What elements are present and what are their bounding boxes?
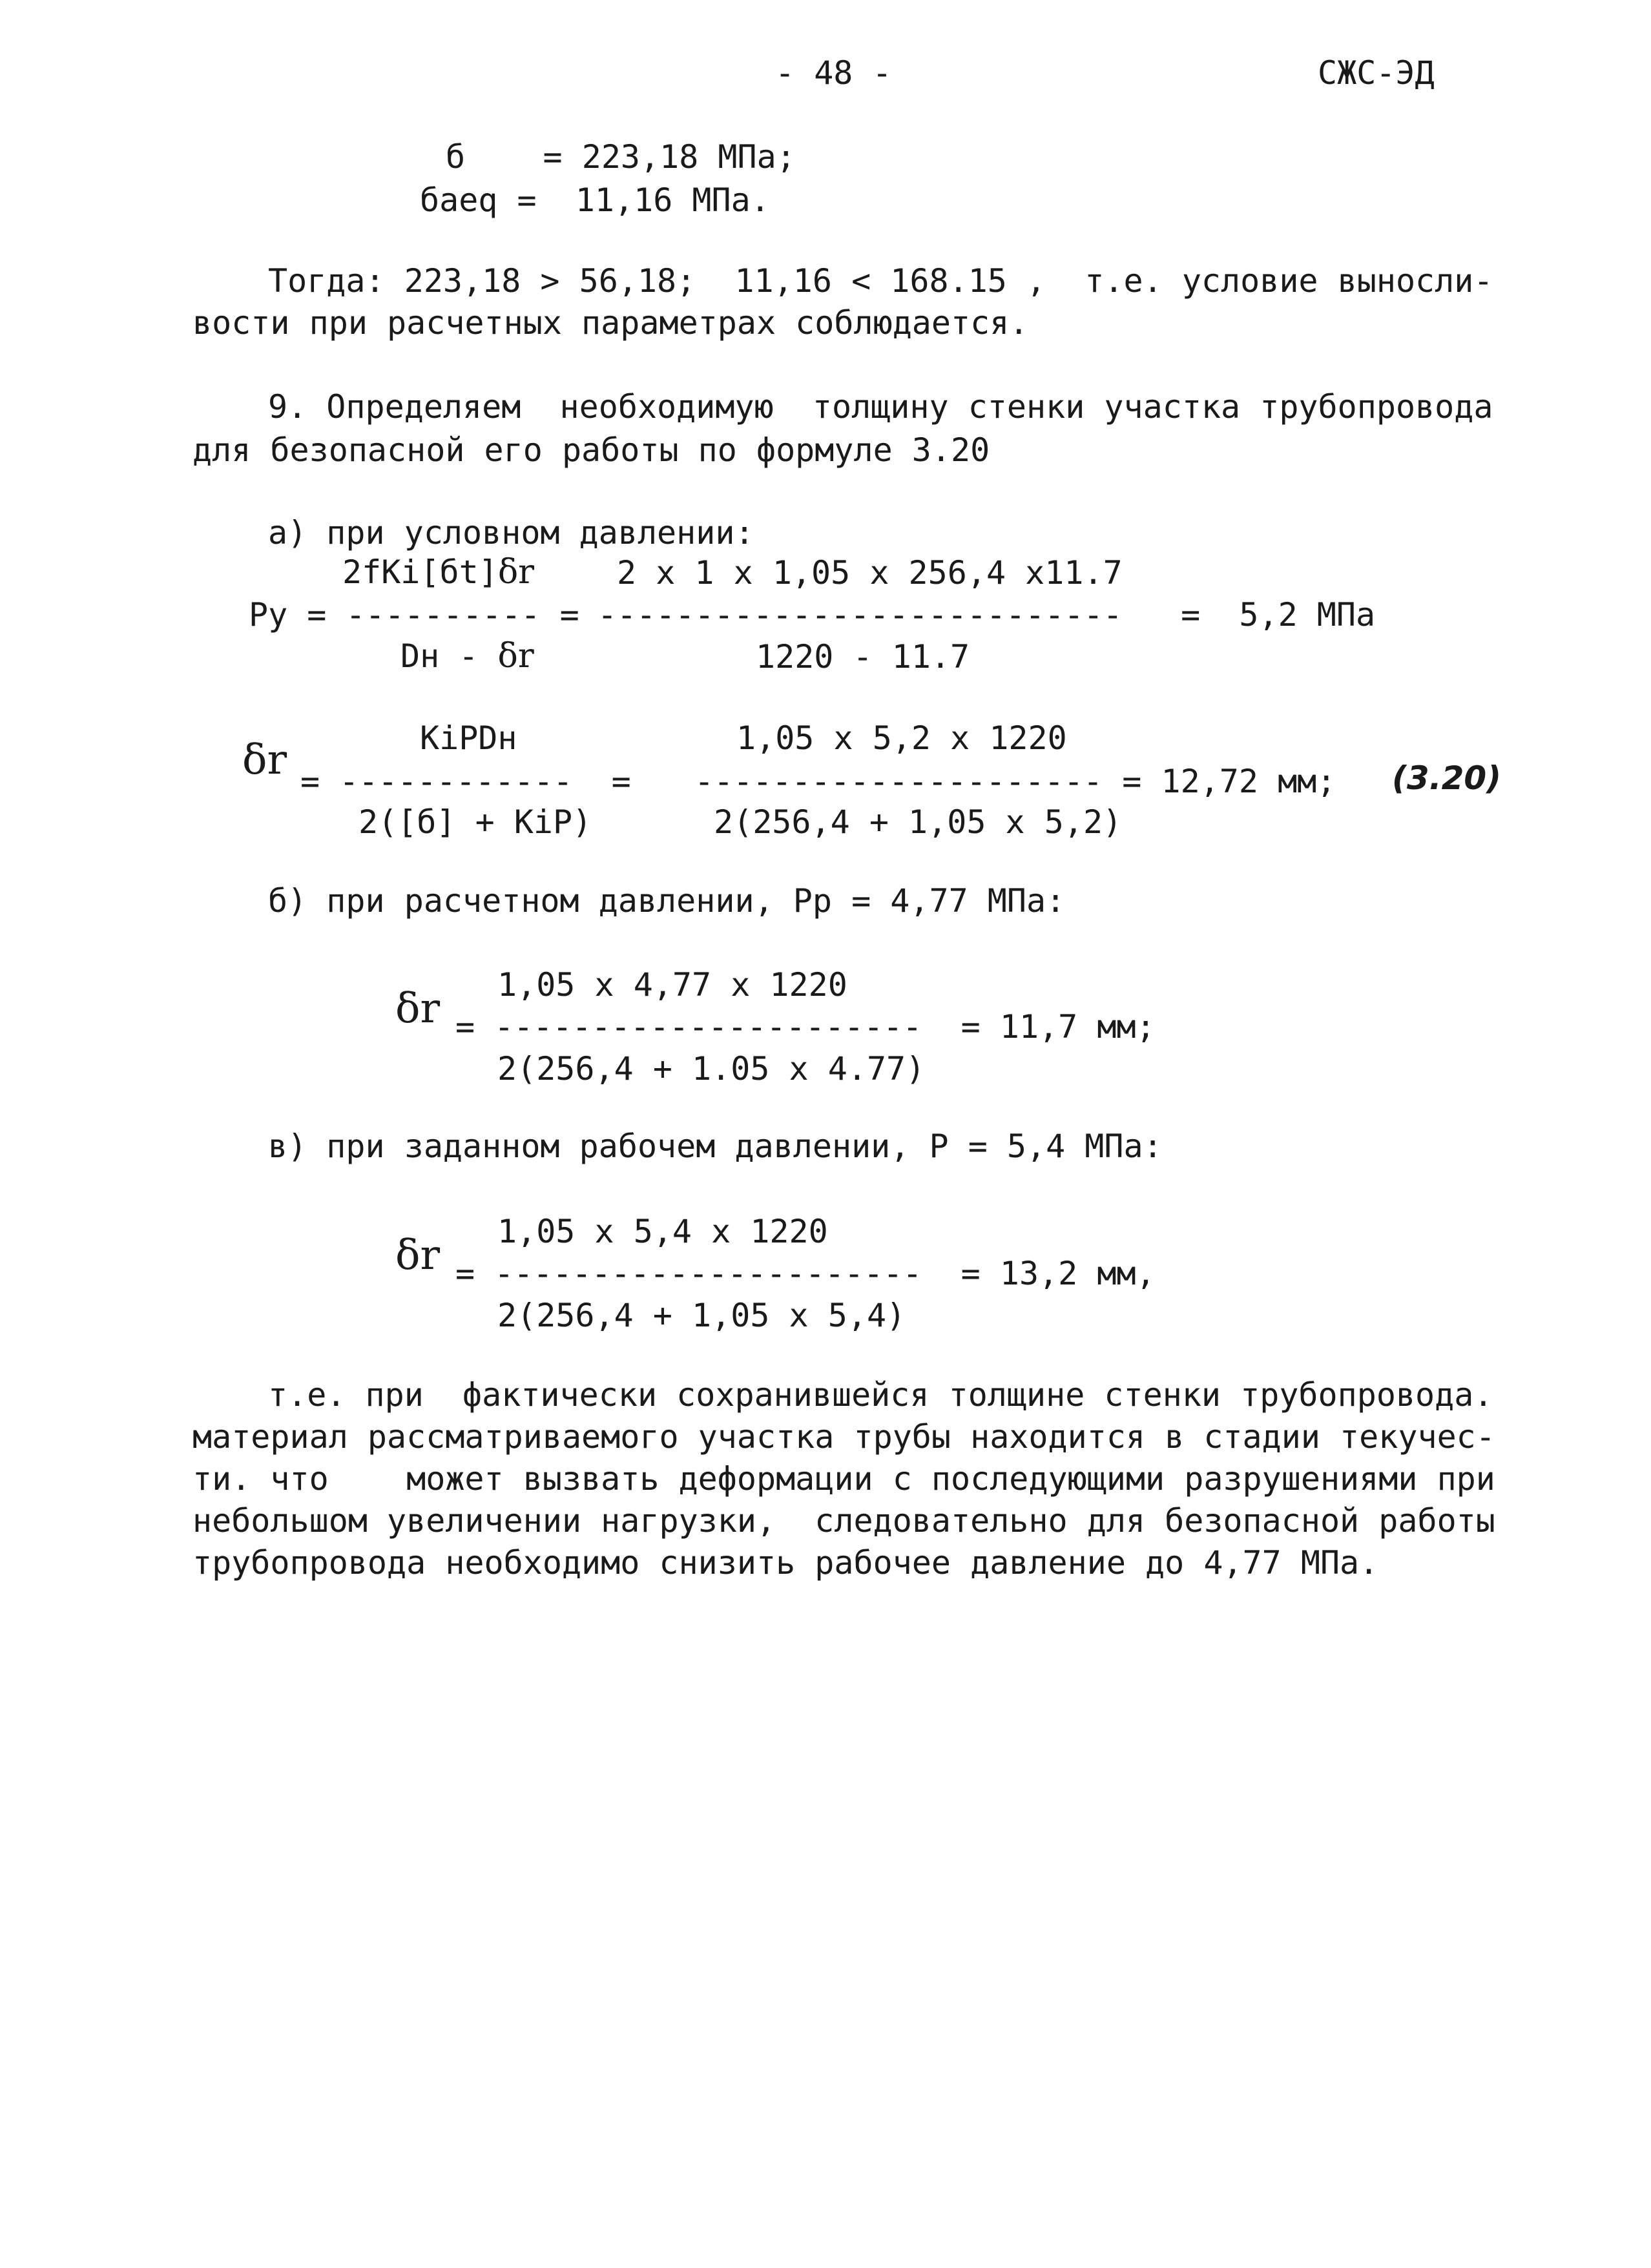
case-b-numerator: 1,05 x 4,77 x 1220 bbox=[497, 966, 847, 1004]
py-formula-lhs: Py = ---------- = bbox=[249, 596, 579, 634]
sigma-aeq-value-line: бaeq = 11,16 МПа. bbox=[420, 181, 770, 219]
delta-r-lhs-c: δr bbox=[395, 1232, 441, 1279]
case-a-title: а) при условном давлении: bbox=[268, 514, 754, 552]
final-line-4: небольшом увеличении нагрузки, следовательно для безопасной работы bbox=[192, 1502, 1495, 1540]
case-b-title: б) при расчетном давлении, Pp = 4,77 МПа: bbox=[268, 882, 1066, 920]
case-c-title: в) при заданном рабочем давлении, P = 5,4 МПа: bbox=[268, 1128, 1163, 1165]
final-line-5: трубопровода необходимо снизить рабочее давление до 4,77 МПа. bbox=[192, 1544, 1379, 1582]
delta-r-lhs-a: δr bbox=[242, 736, 287, 784]
case-b-denominator: 2(256,4 + 1.05 x 4.77) bbox=[497, 1050, 926, 1088]
py-values-denominator: 1220 - 11.7 bbox=[756, 638, 970, 675]
case-c-line: = ---------------------- = 13,2 мм, bbox=[455, 1255, 1156, 1292]
final-line-1: т.е. при фактически сохранившейся толщине стенки трубопровода. bbox=[268, 1376, 1493, 1414]
dr-values-line: --------------------- = 12,72 мм; bbox=[694, 763, 1336, 800]
dr-formula-denominator: 2([б] + KiP) bbox=[358, 803, 592, 841]
dr-formula-numerator: KiPDн bbox=[420, 719, 517, 757]
delta-symbol: δr bbox=[497, 637, 534, 675]
case-b-line: = ---------------------- = 11,7 мм; bbox=[455, 1008, 1156, 1046]
dr-values-denominator: 2(256,4 + 1,05 x 5,2) bbox=[714, 803, 1123, 841]
page-number: - 48 - bbox=[775, 54, 892, 92]
py-values-numerator: 2 x 1 x 1,05 x 256,4 x11.7 bbox=[617, 554, 1123, 592]
py-formula-denominator: Dн - δr bbox=[400, 637, 534, 675]
delta-symbol: δr bbox=[497, 553, 534, 592]
conclusion-line-2: вости при расчетных параметрах соблюдается. bbox=[192, 304, 1029, 342]
delta-r-lhs-b: δr bbox=[395, 985, 441, 1033]
case-c-numerator: 1,05 x 5,4 x 1220 bbox=[497, 1213, 828, 1250]
sigma-value-line: б = 223,18 МПа; bbox=[446, 138, 796, 176]
dr-formula-line: = ------------ = bbox=[300, 763, 631, 800]
final-line-3: ти. что может вызвать деформации с последующими разрушениями при bbox=[192, 1460, 1495, 1498]
dr-values-numerator: 1,05 x 5,2 x 1220 bbox=[736, 719, 1067, 757]
py-values-line: --------------------------- = 5,2 МПа bbox=[597, 596, 1376, 634]
document-code: СЖС-ЭД bbox=[1318, 54, 1435, 92]
py-formula-numerator: 2fKi[бt]δr bbox=[342, 553, 534, 592]
conclusion-line-1: Тогда: 223,18 > 56,18; 11,16 < 168.15 , т.е. условие выносли- bbox=[268, 262, 1493, 300]
formula-reference: (3.20) bbox=[1392, 759, 1502, 797]
case-c-denominator: 2(256,4 + 1,05 x 5,4) bbox=[497, 1297, 906, 1334]
item9-line-1: 9. Определяем необходимую толщину стенки участка трубопровода bbox=[268, 388, 1493, 426]
final-line-2: материал рассматриваемого участка трубы находится в стадии текучес- bbox=[192, 1418, 1495, 1456]
item9-line-2: для безопасной его работы по формуле 3.20 bbox=[192, 431, 990, 469]
